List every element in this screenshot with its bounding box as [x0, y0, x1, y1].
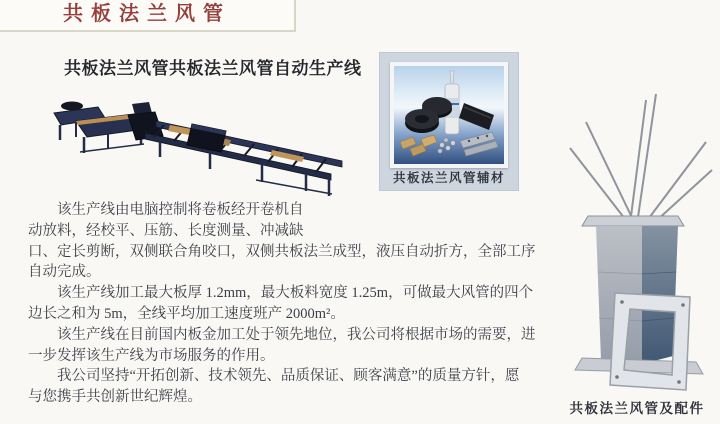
support-rods [570, 94, 712, 232]
production-line-illustration [42, 90, 348, 198]
flange-profile-icon [459, 103, 494, 130]
corner-clips-icons [460, 132, 498, 156]
production-line-figure [42, 90, 348, 198]
corner-pieces-icons [400, 135, 437, 156]
paragraph-line: 一步发挥该生产线为市场服务的作用。 [28, 347, 275, 364]
paragraph-line: 边长之和为 5m，全线平均加工速度班产 2000m²。 [28, 305, 345, 322]
bolts-icons [438, 138, 456, 153]
aux-materials-caption: 共板法兰风管辅材 [392, 171, 505, 185]
paragraph-line: 口、定长剪断，双侧联合角咬口，双侧共板法兰成型，液压自动折方，全部工序 [28, 243, 536, 260]
aux-materials-panel [379, 52, 519, 191]
body-text [28, 200, 553, 408]
paragraph-line: 该生产线加工最大板厚 1.2mm，最大板料宽度 1.25m，可做最大风管的四个 [57, 285, 534, 302]
paragraph-line: 自动完成。 [28, 264, 101, 281]
duct-assembly-caption: 共板法兰风管及配件 [569, 401, 705, 416]
aux-materials-photo [394, 66, 504, 164]
paragraph-line: 我公司坚持“开拓创新、技术领先、品质保证、顾客满意”的质量方针，愿 [57, 368, 520, 385]
main-conveyor [145, 121, 342, 196]
page-title: 共板法兰风管 [63, 3, 231, 25]
aux-materials-photo-frame [390, 62, 508, 168]
paragraph-line: 与您携手共创新世纪辉煌。 [28, 389, 202, 406]
paragraph-line: 该生产线在目前国内板金加工处于领先地位，我公司将根据市场的需要，进 [57, 326, 536, 343]
duct-assembly-figure [556, 92, 720, 394]
duct-assembly-illustration [556, 92, 720, 394]
paragraph-line: 动放料，经校平、压筋、长度测量、冲减缺 [28, 222, 304, 239]
aux-materials-illustration [394, 66, 504, 164]
section-heading: 共板法兰风管共板法兰风管自动生产线 [64, 59, 362, 78]
title-banner [0, 0, 296, 32]
paragraph-line: 该生产线由电脑控制将卷板经开卷机自 [57, 202, 304, 218]
